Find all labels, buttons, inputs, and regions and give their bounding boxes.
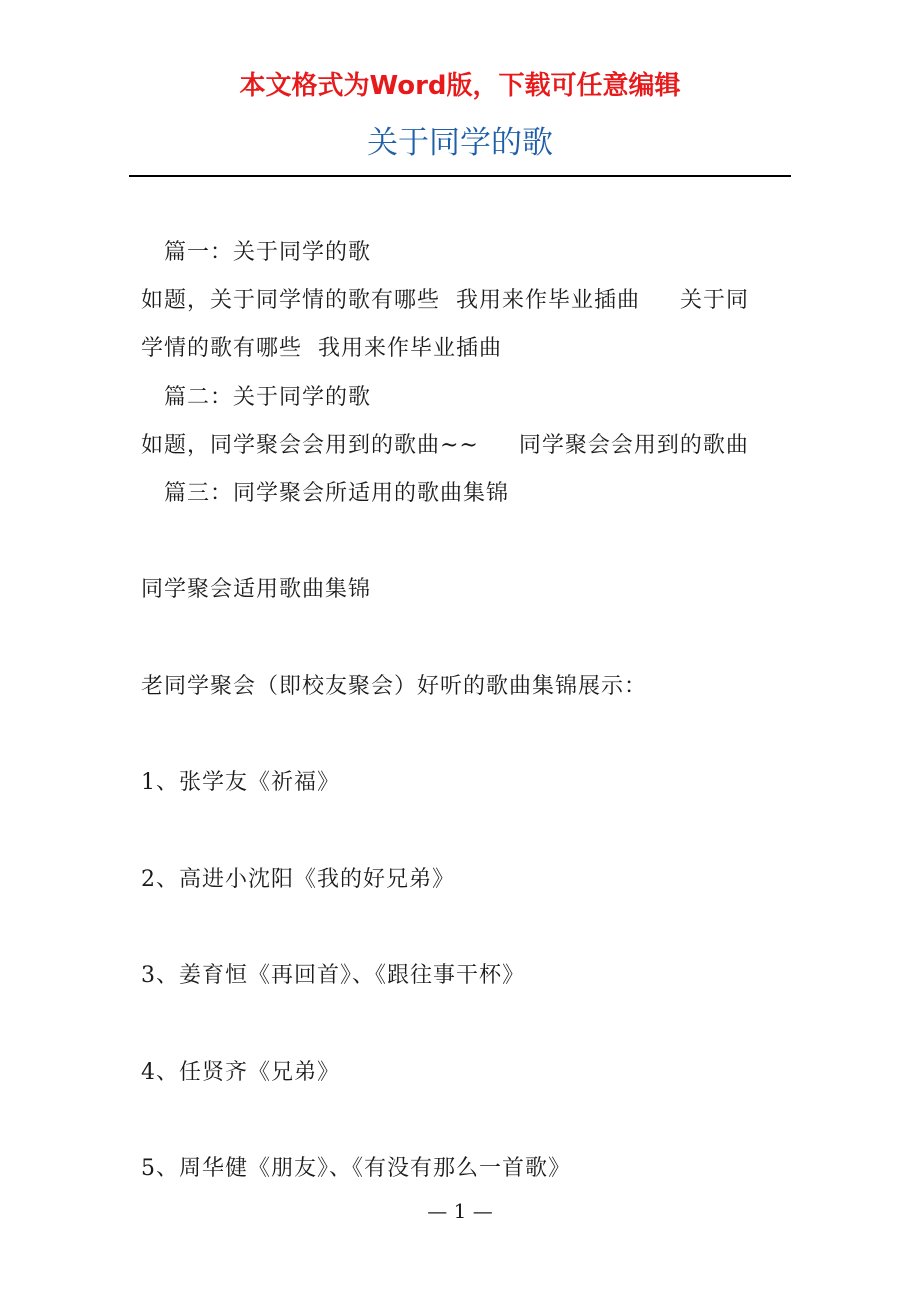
section2-heading: 篇二：关于同学的歌 [164,385,372,410]
list-item: 5、周华健《朋友》、《有没有那么一首歌》 [141,1156,571,1181]
title-divider [129,175,791,177]
list-item: 3、姜育恒《再回首》、《跟往事干杯》 [141,963,525,988]
song-collection-subtitle: 同学聚会适用歌曲集锦 [141,577,372,602]
page-number: — 1 — [427,1199,493,1223]
section2-paragraph-line1: 如题，同学聚会会用到的歌曲~~ 同学聚会会用到的歌曲 [141,433,749,458]
list-item: 4、任贤齐《兄弟》 [141,1060,340,1085]
section3-heading: 篇三：同学聚会所适用的歌曲集锦 [164,481,510,506]
section1-paragraph-line2: 学情的歌有哪些 我用来作毕业插曲 [141,336,502,361]
format-notice: 本文格式为Word版，下载可任意编辑 [239,71,681,101]
song-collection-intro: 老同学聚会（即校友聚会）好听的歌曲集锦展示： [141,674,648,699]
section1-paragraph-line1: 如题，关于同学情的歌有哪些 我用来作毕业插曲 关于同 [141,288,749,313]
list-item: 1、张学友《祈福》 [141,770,340,795]
list-item: 2、高进小沈阳《我的好兄弟》 [141,867,455,892]
document-title: 关于同学的歌 [367,125,553,161]
section1-heading: 篇一：关于同学的歌 [164,240,372,265]
